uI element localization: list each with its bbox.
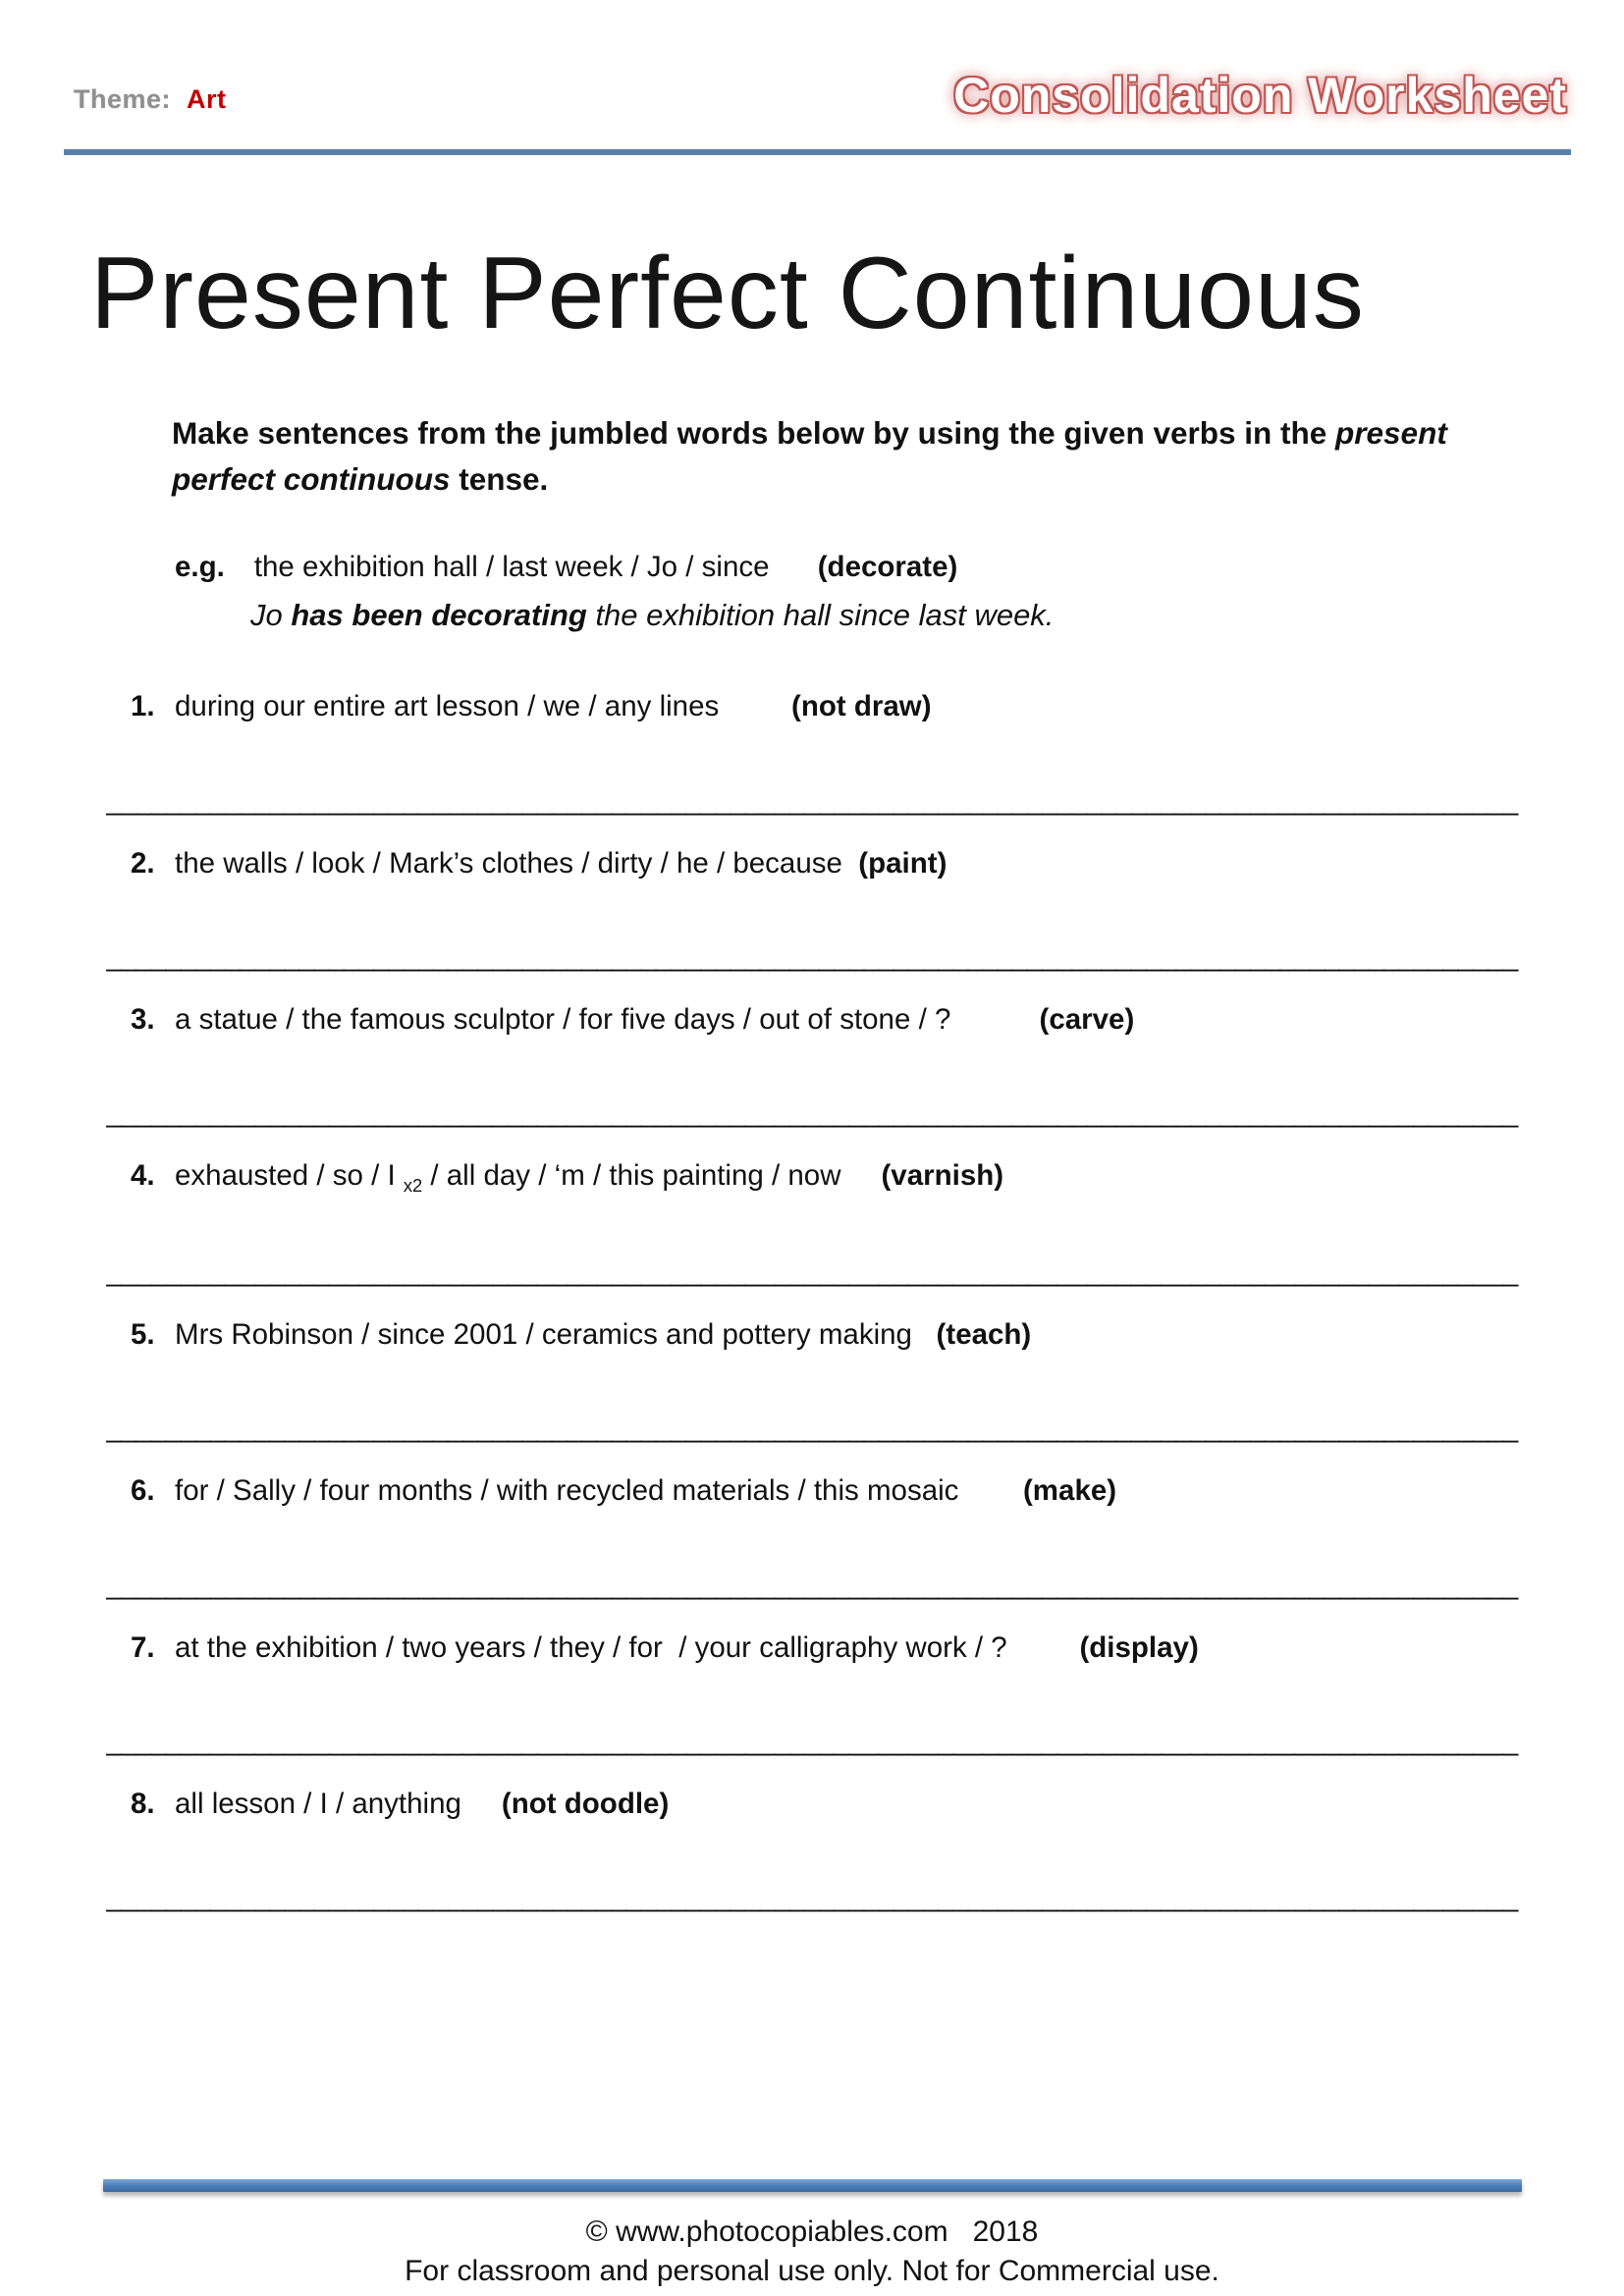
question-number: 5.	[131, 1318, 155, 1352]
question-number: 2.	[131, 846, 155, 880]
question-row	[131, 688, 1624, 725]
example-label: e.g.	[175, 551, 225, 584]
question-text: for / Sally / four months / with recycled materials / this mosaic	[175, 1474, 1023, 1508]
answer-blank-line: _______________________________________________________________________________________________	[106, 1882, 1518, 1914]
instructions-part-2: tense.	[450, 461, 549, 498]
footer-divider-bar	[103, 2179, 1522, 2192]
question-text: Mrs Robinson / since 2001 / ceramics and pottery making	[175, 1318, 937, 1352]
question-verb: (make)	[1022, 1474, 1117, 1508]
page-title: Present Perfect Continuous	[90, 237, 1365, 350]
theme-label: Theme:	[74, 84, 172, 114]
question-number: 6.	[131, 1474, 155, 1508]
question-number: 8.	[131, 1788, 155, 1821]
question-verb: (carve)	[1039, 1003, 1135, 1037]
instructions-text	[172, 410, 1497, 505]
question-number: 4.	[131, 1159, 155, 1193]
example-prompt-line	[175, 551, 1624, 584]
question-row	[131, 1157, 1624, 1198]
answer-blank-line: _______________________________________________________________________________________________	[106, 1413, 1518, 1445]
question-block	[106, 1316, 1624, 1445]
question-verb: (teach)	[936, 1318, 1032, 1352]
question-block	[106, 845, 1624, 974]
question-block	[106, 1472, 1624, 1601]
page-header	[0, 0, 1624, 124]
question-block	[106, 1001, 1624, 1130]
example-prompt: the exhibition hall / last week / Jo / since	[253, 551, 818, 584]
example-verb: (decorate)	[817, 551, 958, 584]
answer-blank-line: _______________________________________________________________________________________________	[106, 941, 1518, 974]
question-block	[106, 1157, 1624, 1289]
question-number: 3.	[131, 1003, 155, 1037]
answer-blank-line: _______________________________________________________________________________________________	[106, 1097, 1518, 1130]
header-divider-line	[64, 149, 1571, 155]
question-number: 1.	[131, 690, 155, 723]
footer-copyright: © www.photocopiables.com 2018	[585, 2216, 1039, 2248]
question-text: at the exhibition / two years / they / for / your calligraphy work / ?	[175, 1630, 1080, 1664]
question-row	[131, 1316, 1624, 1354]
instructions-italic-part: present perfect continuous	[172, 414, 1447, 498]
example-answer-bold: has been decorating	[291, 598, 587, 633]
question-row	[131, 1786, 1624, 1823]
question-text: during our entire art lesson / we / any lines	[175, 690, 791, 723]
theme-value: Art	[187, 84, 227, 114]
question-verb: (not draw)	[791, 690, 932, 723]
page-footer	[0, 2179, 1624, 2288]
question-number: 7.	[131, 1630, 155, 1664]
example-answer-part-2: the exhibition hall since last week.	[586, 598, 1055, 633]
question-text: all lesson / I / anything	[175, 1788, 502, 1821]
answer-blank-line: _______________________________________________________________________________________________	[106, 1726, 1518, 1758]
answer-blank-line: _______________________________________________________________________________________________	[106, 1256, 1518, 1289]
question-row	[131, 845, 1624, 882]
question-row	[131, 1629, 1624, 1667]
example-answer-part-1: Jo	[250, 598, 292, 633]
question-list	[106, 688, 1624, 1914]
question-text: a statue / the famous sculptor / for five days / out of stone / ?	[175, 1003, 1040, 1037]
question-block	[106, 688, 1624, 817]
question-row	[131, 1472, 1624, 1510]
question-verb: (varnish)	[881, 1159, 1004, 1193]
question-verb: (paint)	[858, 846, 947, 880]
answer-blank-line: _______________________________________________________________________________________________	[106, 1569, 1518, 1601]
example-answer-line	[250, 598, 1624, 633]
question-block	[106, 1786, 1624, 1914]
answer-blank-line: _______________________________________________________________________________________________	[106, 784, 1518, 817]
question-verb: (display)	[1079, 1630, 1199, 1664]
example-block	[175, 551, 1624, 633]
question-text: exhausted / so / I $_{x2}$ / all day / ‘m / this painting / now	[175, 1159, 882, 1197]
theme-heading	[74, 84, 227, 115]
question-row	[131, 1001, 1624, 1039]
question-text: the walls / look / Mark’s clothes / dirty / he / because	[175, 846, 859, 880]
footer-usage-note: For classroom and personal use only. Not for Commercial use.	[405, 2255, 1219, 2287]
worksheet-type-badge: Consolidation Worksheet	[953, 68, 1567, 123]
question-block	[106, 1629, 1624, 1758]
question-verb: (not doodle)	[501, 1788, 670, 1821]
instructions-part-1: Make sentences from the jumbled words below by using the given verbs in the	[172, 414, 1336, 451]
